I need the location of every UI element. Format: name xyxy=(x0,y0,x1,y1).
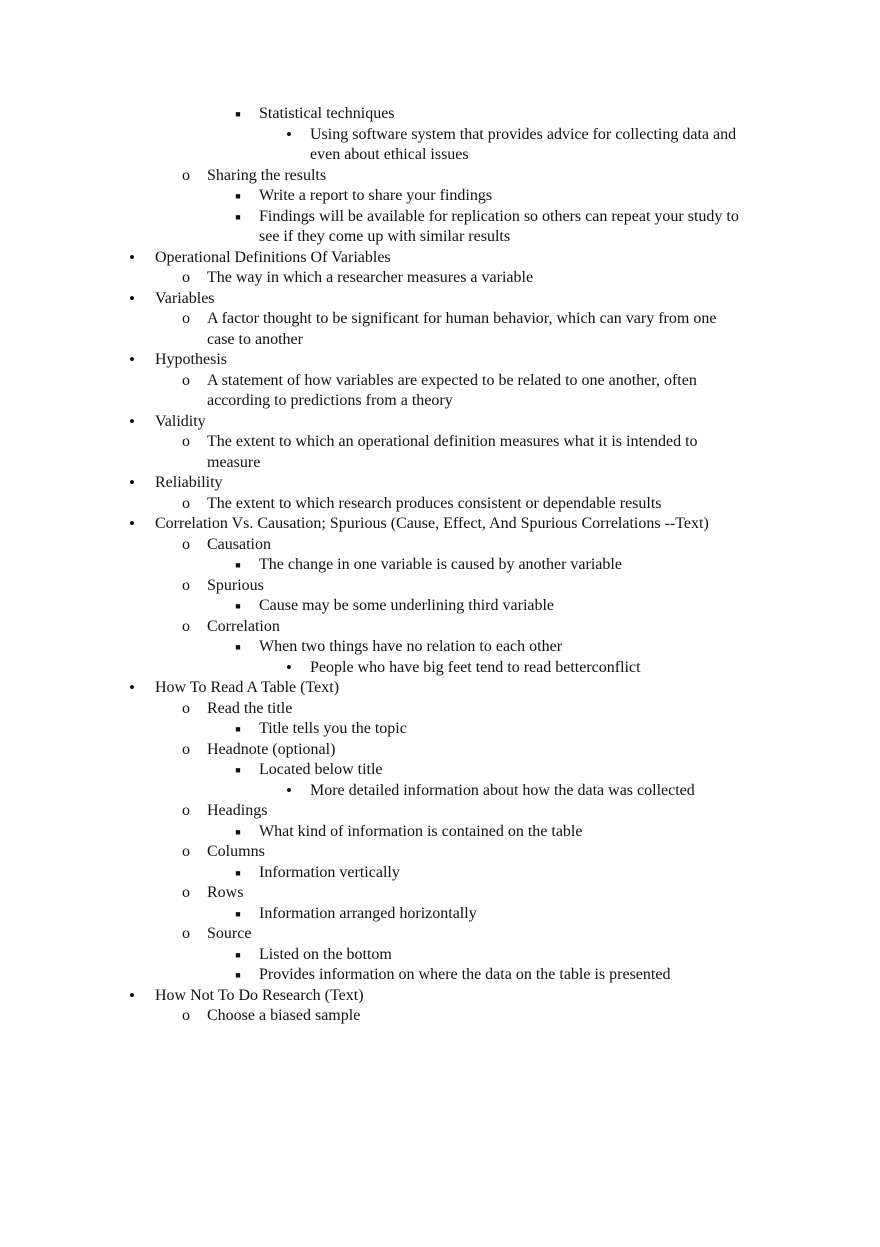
outline-item-text: Cause may be some underlining third variable xyxy=(259,597,555,614)
outline-item-level-2 xyxy=(0,371,880,392)
outline-item-text: Listed on the bottom xyxy=(259,945,392,963)
outline-item-text: Choose a biased sample xyxy=(207,1007,361,1024)
outline-item-level-2 xyxy=(0,842,880,863)
bullet-marker-icon: • xyxy=(129,288,135,308)
bullet-marker-icon: o xyxy=(182,740,190,758)
bullet-marker-icon: ■ xyxy=(235,908,241,919)
bullet-marker-icon: ■ xyxy=(235,560,241,570)
outline-item-level-2 xyxy=(0,432,880,453)
outline-item-level-2 xyxy=(0,535,880,556)
outline-item-level-2 xyxy=(0,1006,880,1027)
outline-item-level-4 xyxy=(0,125,880,146)
outline-item-level-1 xyxy=(0,678,880,699)
bullet-marker-icon: o xyxy=(182,925,190,942)
bullet-marker-icon: ■ xyxy=(235,724,241,734)
bullet-marker-icon: • xyxy=(129,247,135,267)
outline-item-level-1 xyxy=(0,248,880,269)
outline-item-level-3 xyxy=(0,207,880,228)
outline-item-text: Read the title xyxy=(207,699,293,717)
outline-line-continuation xyxy=(0,145,880,166)
outline-item-text: Headings xyxy=(207,802,268,819)
outline-item-level-3 xyxy=(0,637,880,658)
outline-item-level-3 xyxy=(0,904,880,925)
bullet-marker-icon: • xyxy=(129,678,135,697)
bullet-marker-icon: • xyxy=(286,780,292,800)
bullet-marker-icon: ■ xyxy=(235,765,241,775)
outline-item-text: How To Read A Table (Text) xyxy=(155,679,340,696)
bullet-marker-icon: ■ xyxy=(235,191,241,201)
outline-line-continuation xyxy=(0,453,880,474)
outline-item-text: A statement of how variables are expected to be related to one another, often xyxy=(207,371,697,389)
outline-item-text: Provides information on where the data on the table is presented xyxy=(259,966,671,983)
bullet-marker-icon: ■ xyxy=(235,642,241,652)
outline-item-level-1 xyxy=(0,412,880,433)
outline-item-text: Information vertically xyxy=(259,863,400,881)
outline-item-text: Source xyxy=(207,925,252,942)
outline-item-text: Write a report to share your findings xyxy=(259,187,493,204)
outline-item-level-3 xyxy=(0,555,880,576)
bullet-marker-icon: o xyxy=(182,166,190,184)
bullet-marker-icon: ■ xyxy=(235,970,241,980)
outline-item-text: The extent to which an operational definition measures what it is intended to xyxy=(207,433,698,450)
outline-item-text: Hypothesis xyxy=(155,351,227,368)
outline-item-text: according to predictions from a theory xyxy=(207,392,453,409)
outline-item-text: The extent to which research produces consistent or dependable results xyxy=(207,494,662,512)
outline-item-level-3 xyxy=(0,104,880,125)
bullet-marker-icon: o xyxy=(182,433,190,450)
outline-item-text: see if they come up with similar results xyxy=(259,228,511,245)
outline-item-text: Sharing the results xyxy=(207,166,327,184)
outline-item-level-3 xyxy=(0,945,880,966)
bullet-marker-icon: o xyxy=(182,843,190,860)
outline-item-text: How Not To Do Research (Text) xyxy=(155,986,364,1004)
outline-item-level-2 xyxy=(0,494,880,515)
outline-item-level-2 xyxy=(0,924,880,945)
outline-item-level-1 xyxy=(0,473,880,494)
bullet-marker-icon: o xyxy=(182,269,190,286)
outline-item-level-4 xyxy=(0,658,880,679)
outline-item-text: even about ethical issues xyxy=(310,146,469,163)
outline-item-text: More detailed information about how the data was collected xyxy=(310,781,695,799)
outline-item-text: Validity xyxy=(155,412,206,430)
outline-item-text: What kind of information is contained on the table xyxy=(259,822,583,840)
bullet-marker-icon: • xyxy=(286,657,292,677)
outline-item-level-2 xyxy=(0,309,880,330)
outline-item-level-1 xyxy=(0,350,880,371)
outline-item-text: The way in which a researcher measures a variable xyxy=(207,269,534,286)
outline-item-text: When two things have no relation to each other xyxy=(259,638,563,655)
outline-item-level-1 xyxy=(0,514,880,535)
outline-item-text: People who have big feet tend to read betterconflict xyxy=(310,658,641,676)
outline-item-text: Spurious xyxy=(207,576,264,594)
bullet-marker-icon: • xyxy=(129,350,135,369)
outline-item-level-4 xyxy=(0,781,880,802)
outline-item-text: Title tells you the topic xyxy=(259,720,407,737)
outline-line-continuation xyxy=(0,391,880,412)
bullet-marker-icon: • xyxy=(129,473,135,492)
outline-item-text: case to another xyxy=(207,330,303,348)
bullet-marker-icon: o xyxy=(182,884,190,901)
bullet-marker-icon: • xyxy=(286,124,292,144)
outline-item-level-3 xyxy=(0,186,880,207)
bullet-marker-icon: • xyxy=(129,514,135,533)
outline-item-level-2 xyxy=(0,166,880,187)
document-outline xyxy=(0,104,880,1027)
bullet-marker-icon: ■ xyxy=(235,826,241,837)
outline-item-text: Rows xyxy=(207,884,244,901)
outline-item-text: measure xyxy=(207,453,261,471)
bullet-marker-icon: o xyxy=(182,494,190,512)
bullet-marker-icon: o xyxy=(182,310,190,327)
outline-item-text: Statistical techniques xyxy=(259,105,395,122)
outline-item-level-3 xyxy=(0,719,880,740)
outline-item-level-2 xyxy=(0,617,880,638)
bullet-marker-icon: ■ xyxy=(235,949,241,960)
outline-line-continuation xyxy=(0,330,880,351)
outline-item-text: Causation xyxy=(207,535,271,553)
bullet-marker-icon: o xyxy=(182,617,190,635)
outline-item-text: Located below title xyxy=(259,761,383,778)
outline-item-level-2 xyxy=(0,883,880,904)
outline-item-text: Operational Definitions Of Variables xyxy=(155,248,391,266)
outline-item-level-3 xyxy=(0,760,880,781)
bullet-marker-icon: • xyxy=(129,411,135,431)
outline-item-level-3 xyxy=(0,596,880,617)
outline-item-level-3 xyxy=(0,822,880,843)
bullet-marker-icon: o xyxy=(182,1007,190,1024)
bullet-marker-icon: • xyxy=(129,985,135,1005)
outline-item-level-2 xyxy=(0,268,880,289)
outline-item-text: Using software system that provides advice for collecting data and xyxy=(310,125,737,143)
bullet-marker-icon: o xyxy=(182,802,190,819)
bullet-marker-icon: o xyxy=(182,535,190,553)
outline-item-text: A factor thought to be significant for human behavior, which can vary from one xyxy=(207,310,717,327)
outline-item-text: Correlation xyxy=(207,617,280,635)
outline-item-text: Findings will be available for replication so others can repeat your study to xyxy=(259,207,739,225)
bullet-marker-icon: ■ xyxy=(235,211,241,222)
outline-item-level-2 xyxy=(0,740,880,761)
outline-line-continuation xyxy=(0,227,880,248)
outline-item-level-3 xyxy=(0,863,880,884)
bullet-marker-icon: o xyxy=(182,576,190,594)
outline-item-text: Headnote (optional) xyxy=(207,740,336,758)
outline-item-text: The change in one variable is caused by another variable xyxy=(259,556,622,573)
outline-item-text: Reliability xyxy=(155,474,223,491)
outline-item-level-2 xyxy=(0,801,880,822)
outline-item-level-2 xyxy=(0,576,880,597)
bullet-marker-icon: ■ xyxy=(235,109,241,119)
outline-item-text: Columns xyxy=(207,843,265,860)
outline-item-text: Variables xyxy=(155,289,215,307)
bullet-marker-icon: ■ xyxy=(235,601,241,611)
outline-item-text: Correlation Vs. Causation; Spurious (Cause, Effect, And Spurious Correlations --Text) xyxy=(155,515,709,532)
outline-item-level-1 xyxy=(0,289,880,310)
bullet-marker-icon: o xyxy=(182,371,190,389)
outline-item-level-3 xyxy=(0,965,880,986)
bullet-marker-icon: ■ xyxy=(235,867,241,878)
outline-item-level-1 xyxy=(0,986,880,1007)
outline-item-text: Information arranged horizontally xyxy=(259,904,477,922)
bullet-marker-icon: o xyxy=(182,699,190,717)
outline-item-level-2 xyxy=(0,699,880,720)
